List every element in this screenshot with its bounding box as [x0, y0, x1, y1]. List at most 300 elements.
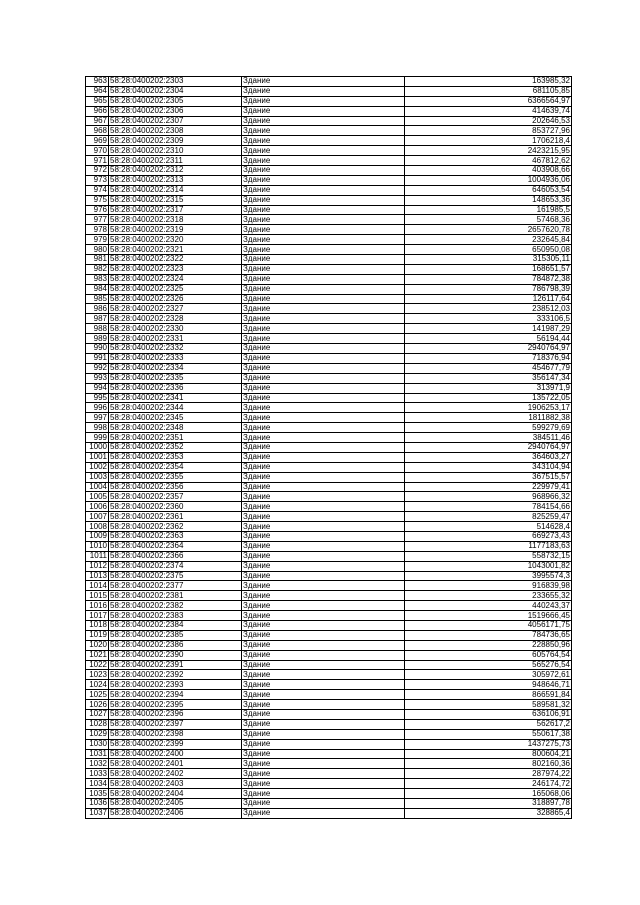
- table-row: [86, 314, 572, 324]
- row-number-cell: 965: [86, 96, 109, 106]
- object-type-cell: Здание: [242, 215, 405, 225]
- cadastral-number-cell: 58:28:0400202:2353: [109, 452, 242, 462]
- value-cell: 228850,96: [405, 640, 572, 650]
- row-number-cell: 1029: [86, 729, 109, 739]
- row-number-cell: 1025: [86, 690, 109, 700]
- object-type-cell: Здание: [242, 264, 405, 274]
- table-row: [86, 344, 572, 354]
- cadastral-number-cell: 58:28:0400202:2405: [109, 799, 242, 809]
- table-row: [86, 383, 572, 393]
- table-row: [86, 452, 572, 462]
- row-number-cell: 1004: [86, 482, 109, 492]
- cadastral-number-cell: 58:28:0400202:2354: [109, 462, 242, 472]
- table-row: [86, 650, 572, 660]
- value-cell: 356147,34: [405, 373, 572, 383]
- row-number-cell: 1006: [86, 502, 109, 512]
- cadastral-number-cell: 58:28:0400202:2326: [109, 294, 242, 304]
- table-row: [86, 680, 572, 690]
- value-cell: 802160,36: [405, 759, 572, 769]
- value-cell: 558732,15: [405, 551, 572, 561]
- table-row: [86, 363, 572, 373]
- row-number-cell: 967: [86, 116, 109, 126]
- row-number-cell: 1018: [86, 620, 109, 630]
- value-cell: 1177183,63: [405, 541, 572, 551]
- table-row: [86, 334, 572, 344]
- value-cell: 562617,2: [405, 719, 572, 729]
- object-type-cell: Здание: [242, 769, 405, 779]
- value-cell: 784154,66: [405, 502, 572, 512]
- value-cell: 318897,78: [405, 799, 572, 809]
- row-number-cell: 989: [86, 334, 109, 344]
- object-type-cell: Здание: [242, 472, 405, 482]
- row-number-cell: 1016: [86, 601, 109, 611]
- object-type-cell: Здание: [242, 611, 405, 621]
- row-number-cell: 970: [86, 146, 109, 156]
- object-type-cell: Здание: [242, 779, 405, 789]
- table-row: [86, 136, 572, 146]
- table-row: [86, 442, 572, 452]
- cadastral-number-cell: 58:28:0400202:2310: [109, 146, 242, 156]
- cadastral-number-cell: 58:28:0400202:2396: [109, 710, 242, 720]
- value-cell: 646053,54: [405, 185, 572, 195]
- row-number-cell: 964: [86, 86, 109, 96]
- cadastral-number-cell: 58:28:0400202:2392: [109, 670, 242, 680]
- table-row: [86, 205, 572, 215]
- object-type-cell: Здание: [242, 710, 405, 720]
- row-number-cell: 1022: [86, 660, 109, 670]
- table-row: [86, 531, 572, 541]
- value-cell: 1811882,38: [405, 413, 572, 423]
- table-row: [86, 759, 572, 769]
- cadastral-number-cell: 58:28:0400202:2375: [109, 571, 242, 581]
- row-number-cell: 1032: [86, 759, 109, 769]
- cadastral-number-cell: 58:28:0400202:2381: [109, 591, 242, 601]
- value-cell: 550617,38: [405, 729, 572, 739]
- row-number-cell: 1012: [86, 561, 109, 571]
- cadastral-number-cell: 58:28:0400202:2390: [109, 650, 242, 660]
- cadastral-number-cell: 58:28:0400202:2332: [109, 344, 242, 354]
- row-number-cell: 994: [86, 383, 109, 393]
- table-row: [86, 413, 572, 423]
- object-type-cell: Здание: [242, 551, 405, 561]
- object-type-cell: Здание: [242, 601, 405, 611]
- object-type-cell: Здание: [242, 442, 405, 452]
- cadastral-number-cell: 58:28:0400202:2314: [109, 185, 242, 195]
- table-row: [86, 611, 572, 621]
- table-row: [86, 403, 572, 413]
- table-row: [86, 789, 572, 799]
- table-row: [86, 620, 572, 630]
- value-cell: 1519666,45: [405, 611, 572, 621]
- value-cell: 599279,69: [405, 423, 572, 433]
- object-type-cell: Здание: [242, 799, 405, 809]
- cadastral-number-cell: 58:28:0400202:2403: [109, 779, 242, 789]
- object-type-cell: Здание: [242, 423, 405, 433]
- row-number-cell: 1007: [86, 512, 109, 522]
- object-type-cell: Здание: [242, 314, 405, 324]
- table-row: [86, 175, 572, 185]
- cadastral-number-cell: 58:28:0400202:2327: [109, 304, 242, 314]
- object-type-cell: Здание: [242, 274, 405, 284]
- value-cell: 56194,44: [405, 334, 572, 344]
- row-number-cell: 987: [86, 314, 109, 324]
- row-number-cell: 988: [86, 324, 109, 334]
- cadastral-number-cell: 58:28:0400202:2394: [109, 690, 242, 700]
- object-type-cell: Здание: [242, 749, 405, 759]
- cadastral-number-cell: 58:28:0400202:2357: [109, 492, 242, 502]
- object-type-cell: Здание: [242, 126, 405, 136]
- table-row: [86, 571, 572, 581]
- table-row: [86, 808, 572, 818]
- value-cell: 786798,39: [405, 284, 572, 294]
- row-number-cell: 997: [86, 413, 109, 423]
- object-type-cell: Здание: [242, 620, 405, 630]
- value-cell: 784872,38: [405, 274, 572, 284]
- value-cell: 384511,46: [405, 433, 572, 443]
- value-cell: 853727,96: [405, 126, 572, 136]
- cadastral-number-cell: 58:28:0400202:2328: [109, 314, 242, 324]
- object-type-cell: Здание: [242, 344, 405, 354]
- row-number-cell: 1021: [86, 650, 109, 660]
- cadastral-number-cell: 58:28:0400202:2364: [109, 541, 242, 551]
- cadastral-number-cell: 58:28:0400202:2333: [109, 353, 242, 363]
- table-row: [86, 512, 572, 522]
- cadastral-number-cell: 58:28:0400202:2317: [109, 205, 242, 215]
- cadastral-number-cell: 58:28:0400202:2345: [109, 413, 242, 423]
- value-cell: 148653,36: [405, 195, 572, 205]
- value-cell: 315305,11: [405, 255, 572, 265]
- value-cell: 305972,61: [405, 670, 572, 680]
- cadastral-number-cell: 58:28:0400202:2306: [109, 106, 242, 116]
- row-number-cell: 1013: [86, 571, 109, 581]
- table-row: [86, 640, 572, 650]
- table-row: [86, 284, 572, 294]
- value-cell: 2423215,95: [405, 146, 572, 156]
- cadastral-number-cell: 58:28:0400202:2382: [109, 601, 242, 611]
- cadastral-number-cell: 58:28:0400202:2309: [109, 136, 242, 146]
- row-number-cell: 1014: [86, 581, 109, 591]
- value-cell: 589581,32: [405, 700, 572, 710]
- object-type-cell: Здание: [242, 96, 405, 106]
- object-type-cell: Здание: [242, 541, 405, 551]
- cadastral-number-cell: 58:28:0400202:2312: [109, 166, 242, 176]
- value-cell: 681105,85: [405, 86, 572, 96]
- row-number-cell: 973: [86, 175, 109, 185]
- row-number-cell: 981: [86, 255, 109, 265]
- cadastral-number-cell: 58:28:0400202:2304: [109, 86, 242, 96]
- cadastral-number-cell: 58:28:0400202:2322: [109, 255, 242, 265]
- object-type-cell: Здание: [242, 235, 405, 245]
- object-type-cell: Здание: [242, 284, 405, 294]
- value-cell: 514628,4: [405, 522, 572, 532]
- row-number-cell: 1037: [86, 808, 109, 818]
- cadastral-number-cell: 58:28:0400202:2321: [109, 245, 242, 255]
- object-type-cell: Здание: [242, 759, 405, 769]
- object-type-cell: Здание: [242, 719, 405, 729]
- object-type-cell: Здание: [242, 86, 405, 96]
- cadastral-number-cell: 58:28:0400202:2374: [109, 561, 242, 571]
- table-row: [86, 581, 572, 591]
- value-cell: 287974,22: [405, 769, 572, 779]
- value-cell: 669273,43: [405, 531, 572, 541]
- object-type-cell: Здание: [242, 363, 405, 373]
- object-type-cell: Здание: [242, 106, 405, 116]
- table-row: [86, 166, 572, 176]
- table-row: [86, 185, 572, 195]
- table-row: [86, 423, 572, 433]
- row-number-cell: 1019: [86, 630, 109, 640]
- object-type-cell: Здание: [242, 690, 405, 700]
- object-type-cell: Здание: [242, 195, 405, 205]
- table-row: [86, 393, 572, 403]
- table-row: [86, 235, 572, 245]
- table-row: [86, 551, 572, 561]
- table-row: [86, 541, 572, 551]
- table-row: [86, 77, 572, 87]
- row-number-cell: 975: [86, 195, 109, 205]
- row-number-cell: 1030: [86, 739, 109, 749]
- object-type-cell: Здание: [242, 591, 405, 601]
- object-type-cell: Здание: [242, 630, 405, 640]
- cadastral-number-cell: 58:28:0400202:2330: [109, 324, 242, 334]
- object-type-cell: Здание: [242, 680, 405, 690]
- cadastral-number-cell: 58:28:0400202:2315: [109, 195, 242, 205]
- object-type-cell: Здание: [242, 729, 405, 739]
- table-row: [86, 502, 572, 512]
- row-number-cell: 963: [86, 77, 109, 87]
- cadastral-number-cell: 58:28:0400202:2398: [109, 729, 242, 739]
- object-type-cell: Здание: [242, 531, 405, 541]
- cadastral-number-cell: 58:28:0400202:2336: [109, 383, 242, 393]
- cadastral-number-cell: 58:28:0400202:2355: [109, 472, 242, 482]
- table-row: [86, 255, 572, 265]
- cadastral-number-cell: 58:28:0400202:2391: [109, 660, 242, 670]
- object-type-cell: Здание: [242, 334, 405, 344]
- cadastral-number-cell: 58:28:0400202:2320: [109, 235, 242, 245]
- table-row: [86, 739, 572, 749]
- object-type-cell: Здание: [242, 383, 405, 393]
- cadastral-number-cell: 58:28:0400202:2352: [109, 442, 242, 452]
- cadastral-number-cell: 58:28:0400202:2360: [109, 502, 242, 512]
- table-row: [86, 96, 572, 106]
- cadastral-number-cell: 58:28:0400202:2311: [109, 156, 242, 166]
- value-cell: 229979,41: [405, 482, 572, 492]
- value-cell: 1437275,73: [405, 739, 572, 749]
- table-row: [86, 729, 572, 739]
- value-cell: 968966,32: [405, 492, 572, 502]
- object-type-cell: Здание: [242, 502, 405, 512]
- row-number-cell: 995: [86, 393, 109, 403]
- table-row: [86, 779, 572, 789]
- object-type-cell: Здание: [242, 245, 405, 255]
- object-type-cell: Здание: [242, 650, 405, 660]
- table-row: [86, 245, 572, 255]
- value-cell: 784736,65: [405, 630, 572, 640]
- value-cell: 1043001,82: [405, 561, 572, 571]
- row-number-cell: 1027: [86, 710, 109, 720]
- value-cell: 1906253,17: [405, 403, 572, 413]
- value-cell: 333106,5: [405, 314, 572, 324]
- value-cell: 135722,05: [405, 393, 572, 403]
- table-row: [86, 591, 572, 601]
- table-row: [86, 116, 572, 126]
- value-cell: 565276,54: [405, 660, 572, 670]
- row-number-cell: 984: [86, 284, 109, 294]
- cadastral-number-cell: 58:28:0400202:2400: [109, 749, 242, 759]
- table-row: [86, 146, 572, 156]
- value-cell: 6366564,97: [405, 96, 572, 106]
- object-type-cell: Здание: [242, 808, 405, 818]
- object-type-cell: Здание: [242, 403, 405, 413]
- table-row: [86, 660, 572, 670]
- table-row: [86, 106, 572, 116]
- cadastral-number-cell: 58:28:0400202:2402: [109, 769, 242, 779]
- object-type-cell: Здание: [242, 512, 405, 522]
- value-cell: 246174,72: [405, 779, 572, 789]
- table-row: [86, 769, 572, 779]
- value-cell: 866591,84: [405, 690, 572, 700]
- row-number-cell: 1001: [86, 452, 109, 462]
- cadastral-number-cell: 58:28:0400202:2307: [109, 116, 242, 126]
- table-row: [86, 719, 572, 729]
- object-type-cell: Здание: [242, 166, 405, 176]
- value-cell: 232645,84: [405, 235, 572, 245]
- cadastral-number-cell: 58:28:0400202:2318: [109, 215, 242, 225]
- table-row: [86, 373, 572, 383]
- value-cell: 2940764,97: [405, 442, 572, 452]
- cadastral-number-cell: 58:28:0400202:2393: [109, 680, 242, 690]
- cadastral-number-cell: 58:28:0400202:2362: [109, 522, 242, 532]
- value-cell: 4056171,75: [405, 620, 572, 630]
- object-type-cell: Здание: [242, 462, 405, 472]
- row-number-cell: 968: [86, 126, 109, 136]
- cadastral-number-cell: 58:28:0400202:2344: [109, 403, 242, 413]
- value-cell: 141987,29: [405, 324, 572, 334]
- row-number-cell: 993: [86, 373, 109, 383]
- table-row: [86, 522, 572, 532]
- object-type-cell: Здание: [242, 146, 405, 156]
- cadastral-number-cell: 58:28:0400202:2303: [109, 77, 242, 87]
- object-type-cell: Здание: [242, 739, 405, 749]
- row-number-cell: 985: [86, 294, 109, 304]
- value-cell: 454677,79: [405, 363, 572, 373]
- row-number-cell: 1026: [86, 700, 109, 710]
- object-type-cell: Здание: [242, 492, 405, 502]
- row-number-cell: 977: [86, 215, 109, 225]
- cadastral-number-cell: 58:28:0400202:2385: [109, 630, 242, 640]
- object-type-cell: Здание: [242, 373, 405, 383]
- table-row: [86, 264, 572, 274]
- cadastral-number-cell: 58:28:0400202:2361: [109, 512, 242, 522]
- row-number-cell: 982: [86, 264, 109, 274]
- cadastral-number-cell: 58:28:0400202:2324: [109, 274, 242, 284]
- value-cell: 364603,27: [405, 452, 572, 462]
- object-type-cell: Здание: [242, 205, 405, 215]
- cadastral-number-cell: 58:28:0400202:2386: [109, 640, 242, 650]
- table-row: [86, 630, 572, 640]
- row-number-cell: 1023: [86, 670, 109, 680]
- table-row: [86, 304, 572, 314]
- cadastral-number-cell: 58:28:0400202:2331: [109, 334, 242, 344]
- cadastral-number-cell: 58:28:0400202:2397: [109, 719, 242, 729]
- value-cell: 165068,06: [405, 789, 572, 799]
- value-cell: 718376,94: [405, 353, 572, 363]
- object-type-cell: Здание: [242, 255, 405, 265]
- value-cell: 800604,21: [405, 749, 572, 759]
- cadastral-number-cell: 58:28:0400202:2377: [109, 581, 242, 591]
- cadastral-number-cell: 58:28:0400202:2383: [109, 611, 242, 621]
- row-number-cell: 978: [86, 225, 109, 235]
- table-row: [86, 324, 572, 334]
- table-row: [86, 433, 572, 443]
- value-cell: 367515,57: [405, 472, 572, 482]
- table-row: [86, 274, 572, 284]
- row-number-cell: 998: [86, 423, 109, 433]
- value-cell: 161985,5: [405, 205, 572, 215]
- table-row: [86, 195, 572, 205]
- object-type-cell: Здание: [242, 393, 405, 403]
- value-cell: 3995574,3: [405, 571, 572, 581]
- value-cell: 414639,74: [405, 106, 572, 116]
- row-number-cell: 1000: [86, 442, 109, 452]
- row-number-cell: 1017: [86, 611, 109, 621]
- row-number-cell: 980: [86, 245, 109, 255]
- table-row: [86, 561, 572, 571]
- object-type-cell: Здание: [242, 571, 405, 581]
- cadastral-number-cell: 58:28:0400202:2404: [109, 789, 242, 799]
- row-number-cell: 1033: [86, 769, 109, 779]
- table-row: [86, 294, 572, 304]
- table-row: [86, 670, 572, 680]
- table-row: [86, 215, 572, 225]
- cadastral-number-cell: 58:28:0400202:2334: [109, 363, 242, 373]
- row-number-cell: 979: [86, 235, 109, 245]
- table-row: [86, 492, 572, 502]
- object-type-cell: Здание: [242, 452, 405, 462]
- row-number-cell: 969: [86, 136, 109, 146]
- value-cell: 916839,98: [405, 581, 572, 591]
- object-type-cell: Здание: [242, 185, 405, 195]
- value-cell: 2657620,78: [405, 225, 572, 235]
- row-number-cell: 1015: [86, 591, 109, 601]
- object-type-cell: Здание: [242, 581, 405, 591]
- object-type-cell: Здание: [242, 116, 405, 126]
- table-row: [86, 749, 572, 759]
- object-type-cell: Здание: [242, 324, 405, 334]
- row-number-cell: 1010: [86, 541, 109, 551]
- cadastral-number-cell: 58:28:0400202:2305: [109, 96, 242, 106]
- value-cell: 1706218,4: [405, 136, 572, 146]
- value-cell: 948646,71: [405, 680, 572, 690]
- table-row: [86, 700, 572, 710]
- value-cell: 650950,08: [405, 245, 572, 255]
- row-number-cell: 1024: [86, 680, 109, 690]
- object-type-cell: Здание: [242, 304, 405, 314]
- value-cell: 163985,32: [405, 77, 572, 87]
- value-cell: 825259,47: [405, 512, 572, 522]
- table-row: [86, 86, 572, 96]
- table-row: [86, 353, 572, 363]
- value-cell: 233655,32: [405, 591, 572, 601]
- cadastral-number-cell: 58:28:0400202:2384: [109, 620, 242, 630]
- row-number-cell: 991: [86, 353, 109, 363]
- row-number-cell: 974: [86, 185, 109, 195]
- value-cell: 403908,66: [405, 166, 572, 176]
- table-row: [86, 126, 572, 136]
- cadastral-number-cell: 58:28:0400202:2406: [109, 808, 242, 818]
- value-cell: 126117,64: [405, 294, 572, 304]
- object-type-cell: Здание: [242, 77, 405, 87]
